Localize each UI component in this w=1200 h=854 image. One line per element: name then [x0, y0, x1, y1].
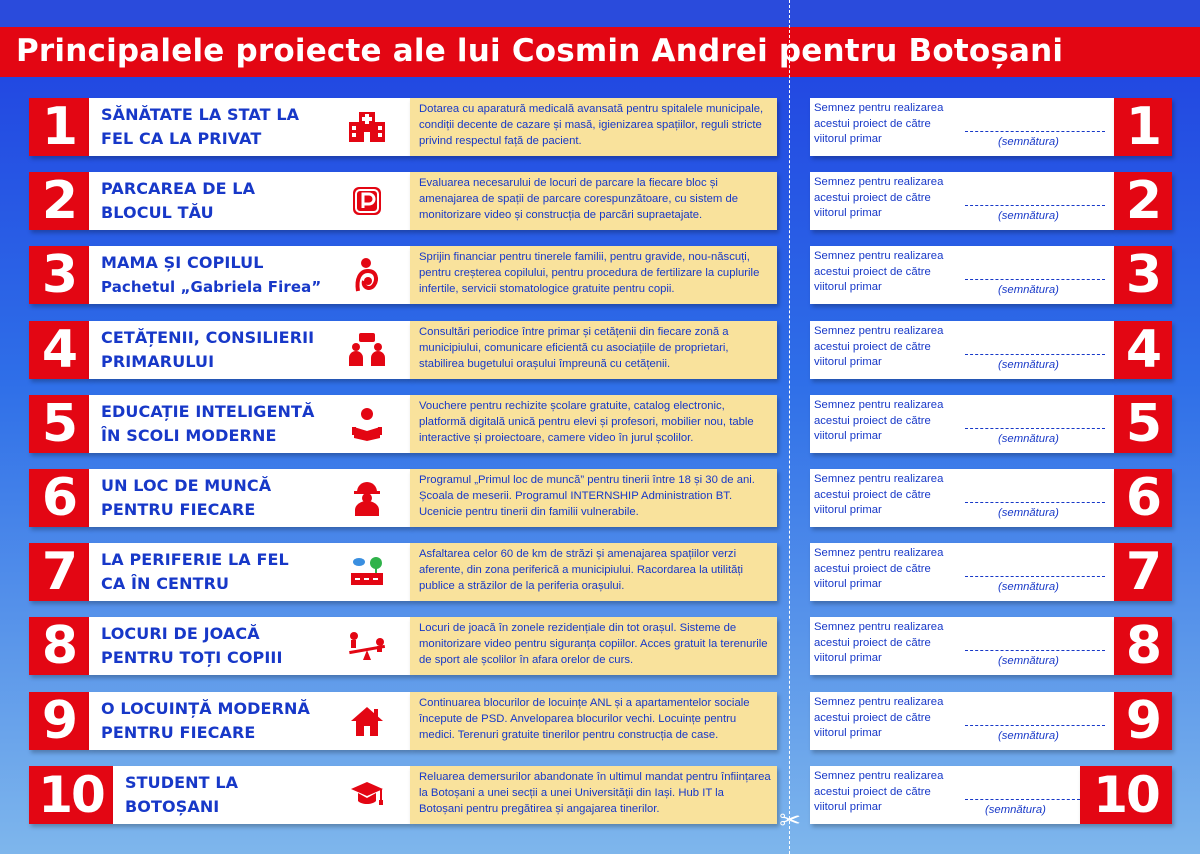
- mother-child-icon: [346, 256, 388, 294]
- signature-label: (semnătura): [998, 581, 1059, 593]
- project-description: Vouchere pentru rechizite școlare gratuite, catalog electronic, platformă digitală unică pentru elevi și profesori, mobilier nou, table interactive și proiectoare, camere video în jurul școlilor.: [419, 400, 754, 444]
- project-title-line2: PRIMARULUI: [101, 352, 215, 371]
- project-title: [101, 103, 336, 151]
- signature-box[interactable]: [810, 98, 1114, 156]
- project-title-line2: PENTRU FIECARE: [101, 723, 256, 742]
- project-heading: [89, 395, 410, 453]
- road-park-icon: [346, 553, 388, 591]
- project-title: [101, 326, 336, 374]
- signature-statement: Semnez pentru realizarea acestui proiect de către viitorul primar: [814, 770, 944, 813]
- project-row: [0, 393, 1200, 457]
- project-title-line2: FEL CA LA PRIVAT: [101, 129, 262, 148]
- project-title-line2: BLOCUL TĂU: [101, 203, 214, 222]
- signature-label: (semnătura): [998, 433, 1059, 445]
- project-title: [101, 400, 336, 448]
- scissors-icon: ✂: [779, 806, 801, 836]
- signature-statement: Semnez pentru realizarea acestui proiect de către viitorul primar: [814, 325, 944, 368]
- signature-box[interactable]: [810, 543, 1114, 601]
- signature-line[interactable]: [965, 650, 1105, 651]
- project-description-box: [410, 246, 777, 304]
- project-title: [101, 548, 336, 596]
- project-number-right: 2: [1114, 172, 1172, 230]
- project-title-line1: MAMA ȘI COPILUL: [101, 253, 264, 272]
- project-number: 7: [29, 543, 89, 601]
- project-title: [101, 622, 336, 670]
- signature-statement: Semnez pentru realizarea acestui proiect de către viitorul primar: [814, 473, 944, 516]
- project-title-line2: Pachetul „Gabriela Firea”: [101, 278, 322, 296]
- signature-statement: Semnez pentru realizarea acestui proiect de către viitorul primar: [814, 621, 944, 664]
- project-description: Locuri de joacă în zonele rezidențiale din tot orașul. Sisteme de monitorizare video pentru siguranța copiilor. Acces gratuit la terenurile de sport ale școlilor în afara orelor de curs.: [419, 622, 768, 666]
- people-talking-icon: [346, 331, 388, 369]
- project-heading: [89, 98, 410, 156]
- project-number-right: 8: [1114, 617, 1172, 675]
- project-title-line1: CETĂȚENII, CONSILIERII: [101, 328, 315, 347]
- signature-line[interactable]: [965, 279, 1105, 280]
- project-row: [0, 170, 1200, 234]
- project-description-box: [410, 321, 777, 379]
- graduation-cap-icon: [346, 776, 388, 814]
- project-number-right: 9: [1114, 692, 1172, 750]
- project-title-line2: BOTOȘANI: [125, 797, 220, 816]
- signature-statement: Semnez pentru realizarea acestui proiect de către viitorul primar: [814, 102, 944, 145]
- project-title-line2: ÎN SCOLI MODERNE: [101, 426, 277, 445]
- signature-label: (semnătura): [998, 359, 1059, 371]
- project-title-line1: EDUCAȚIE INTELIGENTĂ: [101, 402, 315, 421]
- signature-statement: Semnez pentru realizarea acestui proiect de către viitorul primar: [814, 399, 944, 442]
- project-title: [101, 474, 336, 522]
- signature-box[interactable]: [810, 321, 1114, 379]
- project-title-line1: LOCURI DE JOACĂ: [101, 624, 260, 643]
- signature-statement: Semnez pentru realizarea acestui proiect de către viitorul primar: [814, 696, 944, 739]
- project-description: Sprijin financiar pentru tinerele familii, pentru gravide, nou-născuți, pentru creșterea copilului, pentru procedura de fertilizare la cuplurile infertile, servicii stomatologice gratuite pentru copii.: [419, 251, 760, 295]
- signature-box[interactable]: [810, 395, 1114, 453]
- project-description-box: [410, 395, 777, 453]
- project-description: Asfaltarea celor 60 de km de străzi și amenajarea spațiilor verzi aferente, din zona periferică a municipiului. Racordarea la utilități publice a străzilor de la periferia orașului.: [419, 548, 744, 592]
- project-description-box: [410, 692, 777, 750]
- signature-line[interactable]: [965, 799, 1080, 800]
- project-row: [0, 690, 1200, 754]
- project-number-right: 3: [1114, 246, 1172, 304]
- signature-line[interactable]: [965, 502, 1105, 503]
- project-description-box: [410, 543, 777, 601]
- project-heading: [89, 321, 410, 379]
- project-description: Evaluarea necesarului de locuri de parcare la fiecare bloc și amenajarea de spații de parcare corespunzătoare, cu sistem de monitorizare video și construcția de parcări supraetajate.: [419, 177, 739, 221]
- signature-box[interactable]: [810, 246, 1114, 304]
- project-title: [101, 697, 336, 745]
- project-number: 10: [29, 766, 113, 824]
- project-description-box: [410, 617, 777, 675]
- parking-icon: [346, 182, 388, 220]
- hospital-icon: [346, 108, 388, 146]
- signature-box[interactable]: [810, 692, 1114, 750]
- project-row: [0, 541, 1200, 605]
- signature-box[interactable]: [810, 617, 1114, 675]
- seesaw-icon: [346, 627, 388, 665]
- project-row: [0, 467, 1200, 531]
- project-title-line1: O LOCUINȚĂ MODERNĂ: [101, 699, 310, 718]
- signature-line[interactable]: [965, 205, 1105, 206]
- house-icon: [346, 702, 388, 740]
- signature-label: (semnătura): [998, 655, 1059, 667]
- project-number: 8: [29, 617, 89, 675]
- project-number: 3: [29, 246, 89, 304]
- signature-label: (semnătura): [998, 730, 1059, 742]
- page-title: Principalele proiecte ale lui Cosmin Andrei pentru Botoșani: [16, 33, 1064, 69]
- project-description: Continuarea blocurilor de locuințe ANL și a apartamentelor sociale începute de PSD. Anveloparea blocurilor vechi. Locuințe pentru medici. Terenuri gratuite tinerilor pentru construcția de case.: [419, 697, 750, 741]
- project-row: [0, 764, 1200, 828]
- project-number: 5: [29, 395, 89, 453]
- project-number-right: 6: [1114, 469, 1172, 527]
- project-description: Programul „Primul loc de muncă” pentru tinerii între 18 și 30 de ani. Școala de meserii. Programul INTERNSHIP Administration BT. Ucenicie pentru tinerii din familii vulnerabile.: [419, 474, 755, 518]
- project-number: 6: [29, 469, 89, 527]
- project-heading: [89, 692, 410, 750]
- project-heading: [89, 543, 410, 601]
- signature-box[interactable]: [810, 469, 1114, 527]
- project-description-box: [410, 469, 777, 527]
- project-row: [0, 244, 1200, 308]
- project-number-right: 10: [1080, 766, 1172, 824]
- signature-label: (semnătura): [998, 507, 1059, 519]
- project-number-right: 5: [1114, 395, 1172, 453]
- signature-label: (semnătura): [985, 804, 1046, 816]
- worker-helmet-icon: [346, 479, 388, 517]
- signature-statement: Semnez pentru realizarea acestui proiect de către viitorul primar: [814, 547, 944, 590]
- project-title-line1: UN LOC DE MUNCĂ: [101, 476, 272, 495]
- project-row: [0, 615, 1200, 679]
- project-title-line1: PARCAREA DE LA: [101, 179, 256, 198]
- project-title: [101, 251, 336, 299]
- project-number: 9: [29, 692, 89, 750]
- project-title-line1: LA PERIFERIE LA FEL: [101, 550, 289, 569]
- project-title: [101, 177, 336, 225]
- signature-box[interactable]: [810, 766, 1080, 824]
- project-title-line1: STUDENT LA: [125, 773, 239, 792]
- project-row: [0, 319, 1200, 383]
- project-number: 2: [29, 172, 89, 230]
- signature-line[interactable]: [965, 428, 1105, 429]
- signature-line[interactable]: [965, 354, 1105, 355]
- project-title-line1: SĂNĂTATE LA STAT LA: [101, 105, 300, 124]
- project-title-line2: CA ÎN CENTRU: [101, 574, 230, 593]
- signature-line[interactable]: [965, 725, 1105, 726]
- project-row: [0, 96, 1200, 160]
- signature-statement: Semnez pentru realizarea acestui proiect de către viitorul primar: [814, 250, 944, 293]
- student-reading-icon: [346, 405, 388, 443]
- project-number-right: 7: [1114, 543, 1172, 601]
- project-number-right: 1: [1114, 98, 1172, 156]
- signature-line[interactable]: [965, 131, 1105, 132]
- project-description-box: [410, 766, 777, 824]
- signature-label: (semnătura): [998, 136, 1059, 148]
- signature-box[interactable]: [810, 172, 1114, 230]
- project-heading: [89, 469, 410, 527]
- project-description: Reluarea demersurilor abandonate în ultimul mandat pentru înființarea la Botoșani a unei secții a unei Universității din Iași. Hub IT la Botoșani pentru pregătirea și angajarea tinerilor.: [419, 771, 771, 815]
- project-description: Dotarea cu aparatură medicală avansată pentru spitalele municipale, condiții decente de cazare și masă, igienizarea spațiilor, reguli stricte privind respectul față de pacient.: [419, 103, 764, 147]
- project-number: 1: [29, 98, 89, 156]
- signature-line[interactable]: [965, 576, 1105, 577]
- signature-label: (semnătura): [998, 284, 1059, 296]
- project-heading: [89, 172, 410, 230]
- project-number: 4: [29, 321, 89, 379]
- project-heading: [89, 617, 410, 675]
- project-description-box: [410, 172, 777, 230]
- project-heading: [89, 246, 410, 304]
- project-title: [125, 771, 360, 819]
- project-title-line2: PENTRU FIECARE: [101, 500, 256, 519]
- signature-label: (semnătura): [998, 210, 1059, 222]
- signature-statement: Semnez pentru realizarea acestui proiect de către viitorul primar: [814, 176, 944, 219]
- top-band: [0, 0, 1200, 27]
- project-heading: [113, 766, 410, 824]
- project-title-line2: PENTRU TOȚI COPIII: [101, 648, 283, 667]
- project-description: Consultări periodice între primar și cetățenii din fiecare zonă a municipiului, comunicare eficientă cu asociațiile de proprietari, stabilirea bugetului orașului împreună cu cetățenii.: [419, 326, 729, 370]
- project-number-right: 4: [1114, 321, 1172, 379]
- project-description-box: [410, 98, 777, 156]
